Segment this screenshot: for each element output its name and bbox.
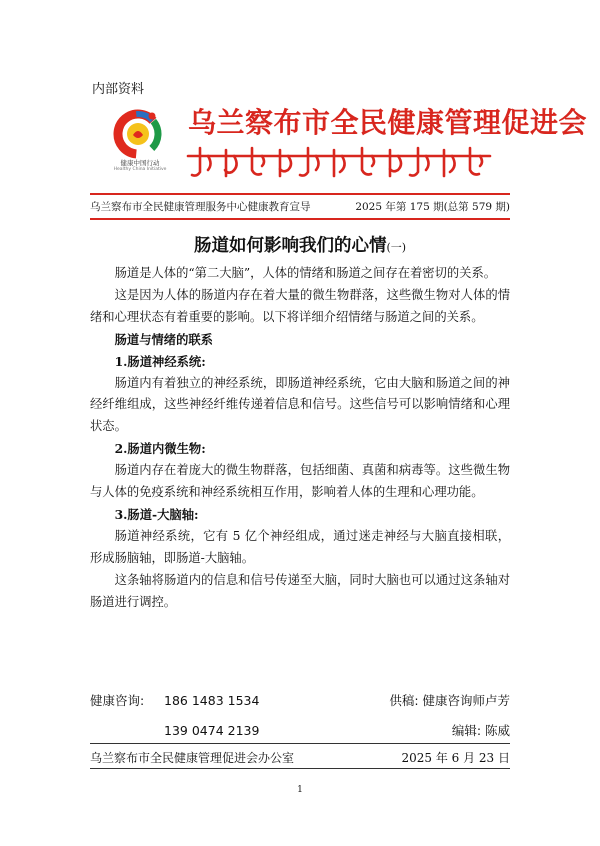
section-heading: 1.肠道神经系统: [114,353,206,369]
logo-caption-en: Healthy China Initiative [113,167,167,172]
section-heading: 2.肠道内微生物: [114,441,206,457]
paragraph: 肠道是人体的“第二大脑”，人体的情绪和肠道之间存在着密切的关系。 [114,266,497,280]
issue-publisher: 乌兰察布市全民健康管理服务中心健康教育宣导 [90,201,311,213]
footer-divider-top [90,743,510,744]
section-heading: 肠道与情绪的联系 [114,331,213,347]
issue-number: 2025 年第 175 期(总第 579 期) [355,201,510,213]
paragraph: 肠道内有着独立的神经系统，即肠道神经系统，它由大脑和肠道之间的神经纤维组成，这些神经纤维传递着信息和信号。这些信号可以影响情绪和心理状态。 [90,375,510,434]
supplier-credit: 供稿: 健康咨询师卢芳 [389,693,510,708]
page-number: 1 [297,785,303,795]
consult-phone-2: 139 0474 2139 [164,722,260,738]
consult-label: 健康咨询: [90,693,145,708]
article-title-main: 肠道如何影响我们的心情 [193,236,387,256]
paragraph: 这条轴将肠道内的信息和信号传递至大脑，同时大脑也可以通过这条轴对肠道进行调控。 [90,572,510,609]
footer [90,749,510,766]
logo-caption-cn: 健康中国行动 [120,159,160,167]
organization-title: 乌兰察布市全民健康管理促进会 [188,106,588,139]
editor-credit: 编辑: 陈威 [451,722,510,738]
issue-subheader [90,199,510,214]
contact-block [90,686,510,745]
header-divider-bottom [90,218,510,220]
article-title [0,232,600,257]
header-divider-top [90,193,510,195]
article-body [90,263,510,614]
footer-date: 2025 年 6 月 23 日 [401,751,510,765]
paragraph: 这是因为人体的肠道内存在着大量的微生物群落，这些微生物对人体的情绪和心理状态有着重要的影响。以下将详细介绍情绪与肠道之间的关系。 [90,287,510,324]
section-heading: 3.肠道-大脑轴: [114,506,199,522]
footer-office: 乌兰察布市全民健康管理促进会办公室 [90,751,295,765]
mongolian-script-title-icon [186,142,492,182]
consult-phone-1: 186 1483 1534 [164,693,260,708]
footer-divider-bottom [90,768,510,769]
article-title-suffix: (一) [386,241,407,254]
paragraph: 肠道内存在着庞大的微生物群落，包括细菌、真菌和病毒等。这些微生物与人体的免疫系统和神经系统相互作用，影响着人体的生理和心理功能。 [90,463,510,500]
paragraph: 肠道神经系统，它有 5 亿个神经组成，通过迷走神经与大脑直接相联，形成肠脑轴，即肠道-大脑轴。 [90,528,510,565]
internal-document-label: 内部资料 [92,82,145,97]
